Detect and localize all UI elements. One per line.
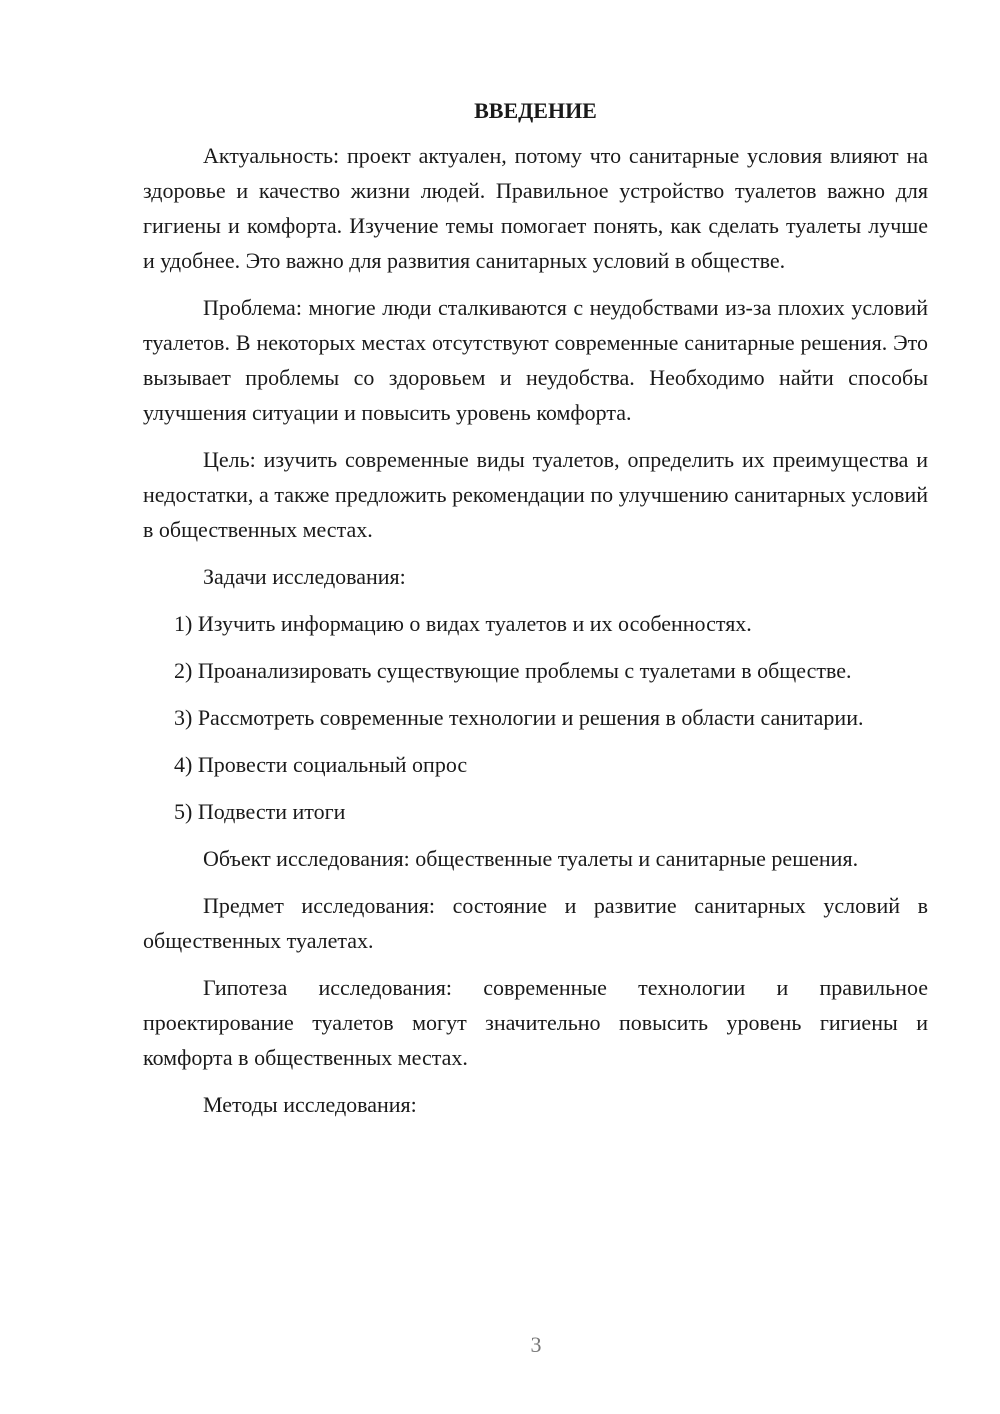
object-paragraph: Объект исследования: общественные туалеты и санитарные решения. — [203, 846, 859, 871]
problem-paragraph: Проблема: многие люди сталкиваются с неудобствами из-за плохих условий туалетов. В некоторых местах отсутствуют современные санитарные решения. Это вызывает проблемы со здоровьем и неудобства. Необходимо найти способы улучшения ситуации и повысить уровень комфорта. — [143, 295, 928, 425]
task-item: 3) Рассмотреть современные технологии и решения в области санитарии. — [174, 705, 864, 730]
goal-paragraph: Цель: изучить современные виды туалетов, определить их преимущества и недостатки, а также предложить рекомендации по улучшению санитарных условий в общественных местах. — [143, 447, 928, 542]
subject-paragraph: Предмет исследования: состояние и развитие санитарных условий в общественных туалетах. — [143, 893, 928, 953]
page-content — [143, 96, 928, 1134]
methods-heading: Методы исследования: — [203, 1092, 417, 1117]
task-item: 4) Провести социальный опрос — [174, 752, 468, 777]
task-item: 2) Проанализировать существующие проблемы с туалетами в обществе. — [174, 658, 852, 683]
page-title: ВВЕДЕНИЕ — [474, 98, 597, 123]
page-number: 3 — [530, 1332, 542, 1357]
task-item: 1) Изучить информацию о видах туалетов и их особенностях. — [174, 611, 752, 636]
tasks-heading: Задачи исследования: — [203, 564, 406, 589]
hypothesis-paragraph: Гипотеза исследования: современные технологии и правильное проектирование туалетов могут значительно повысить уровень гигиены и комфорта в общественных местах. — [143, 975, 928, 1070]
task-item: 5) Подвести итоги — [174, 799, 346, 824]
relevance-paragraph: Актуальность: проект актуален, потому что санитарные условия влияют на здоровье и качество жизни людей. Правильное устройство туалетов важно для гигиены и комфорта. Изучение темы помогает понять, как сделать туалеты лучше и удобнее. Это важно для развития санитарных условий в обществе. — [143, 143, 928, 273]
